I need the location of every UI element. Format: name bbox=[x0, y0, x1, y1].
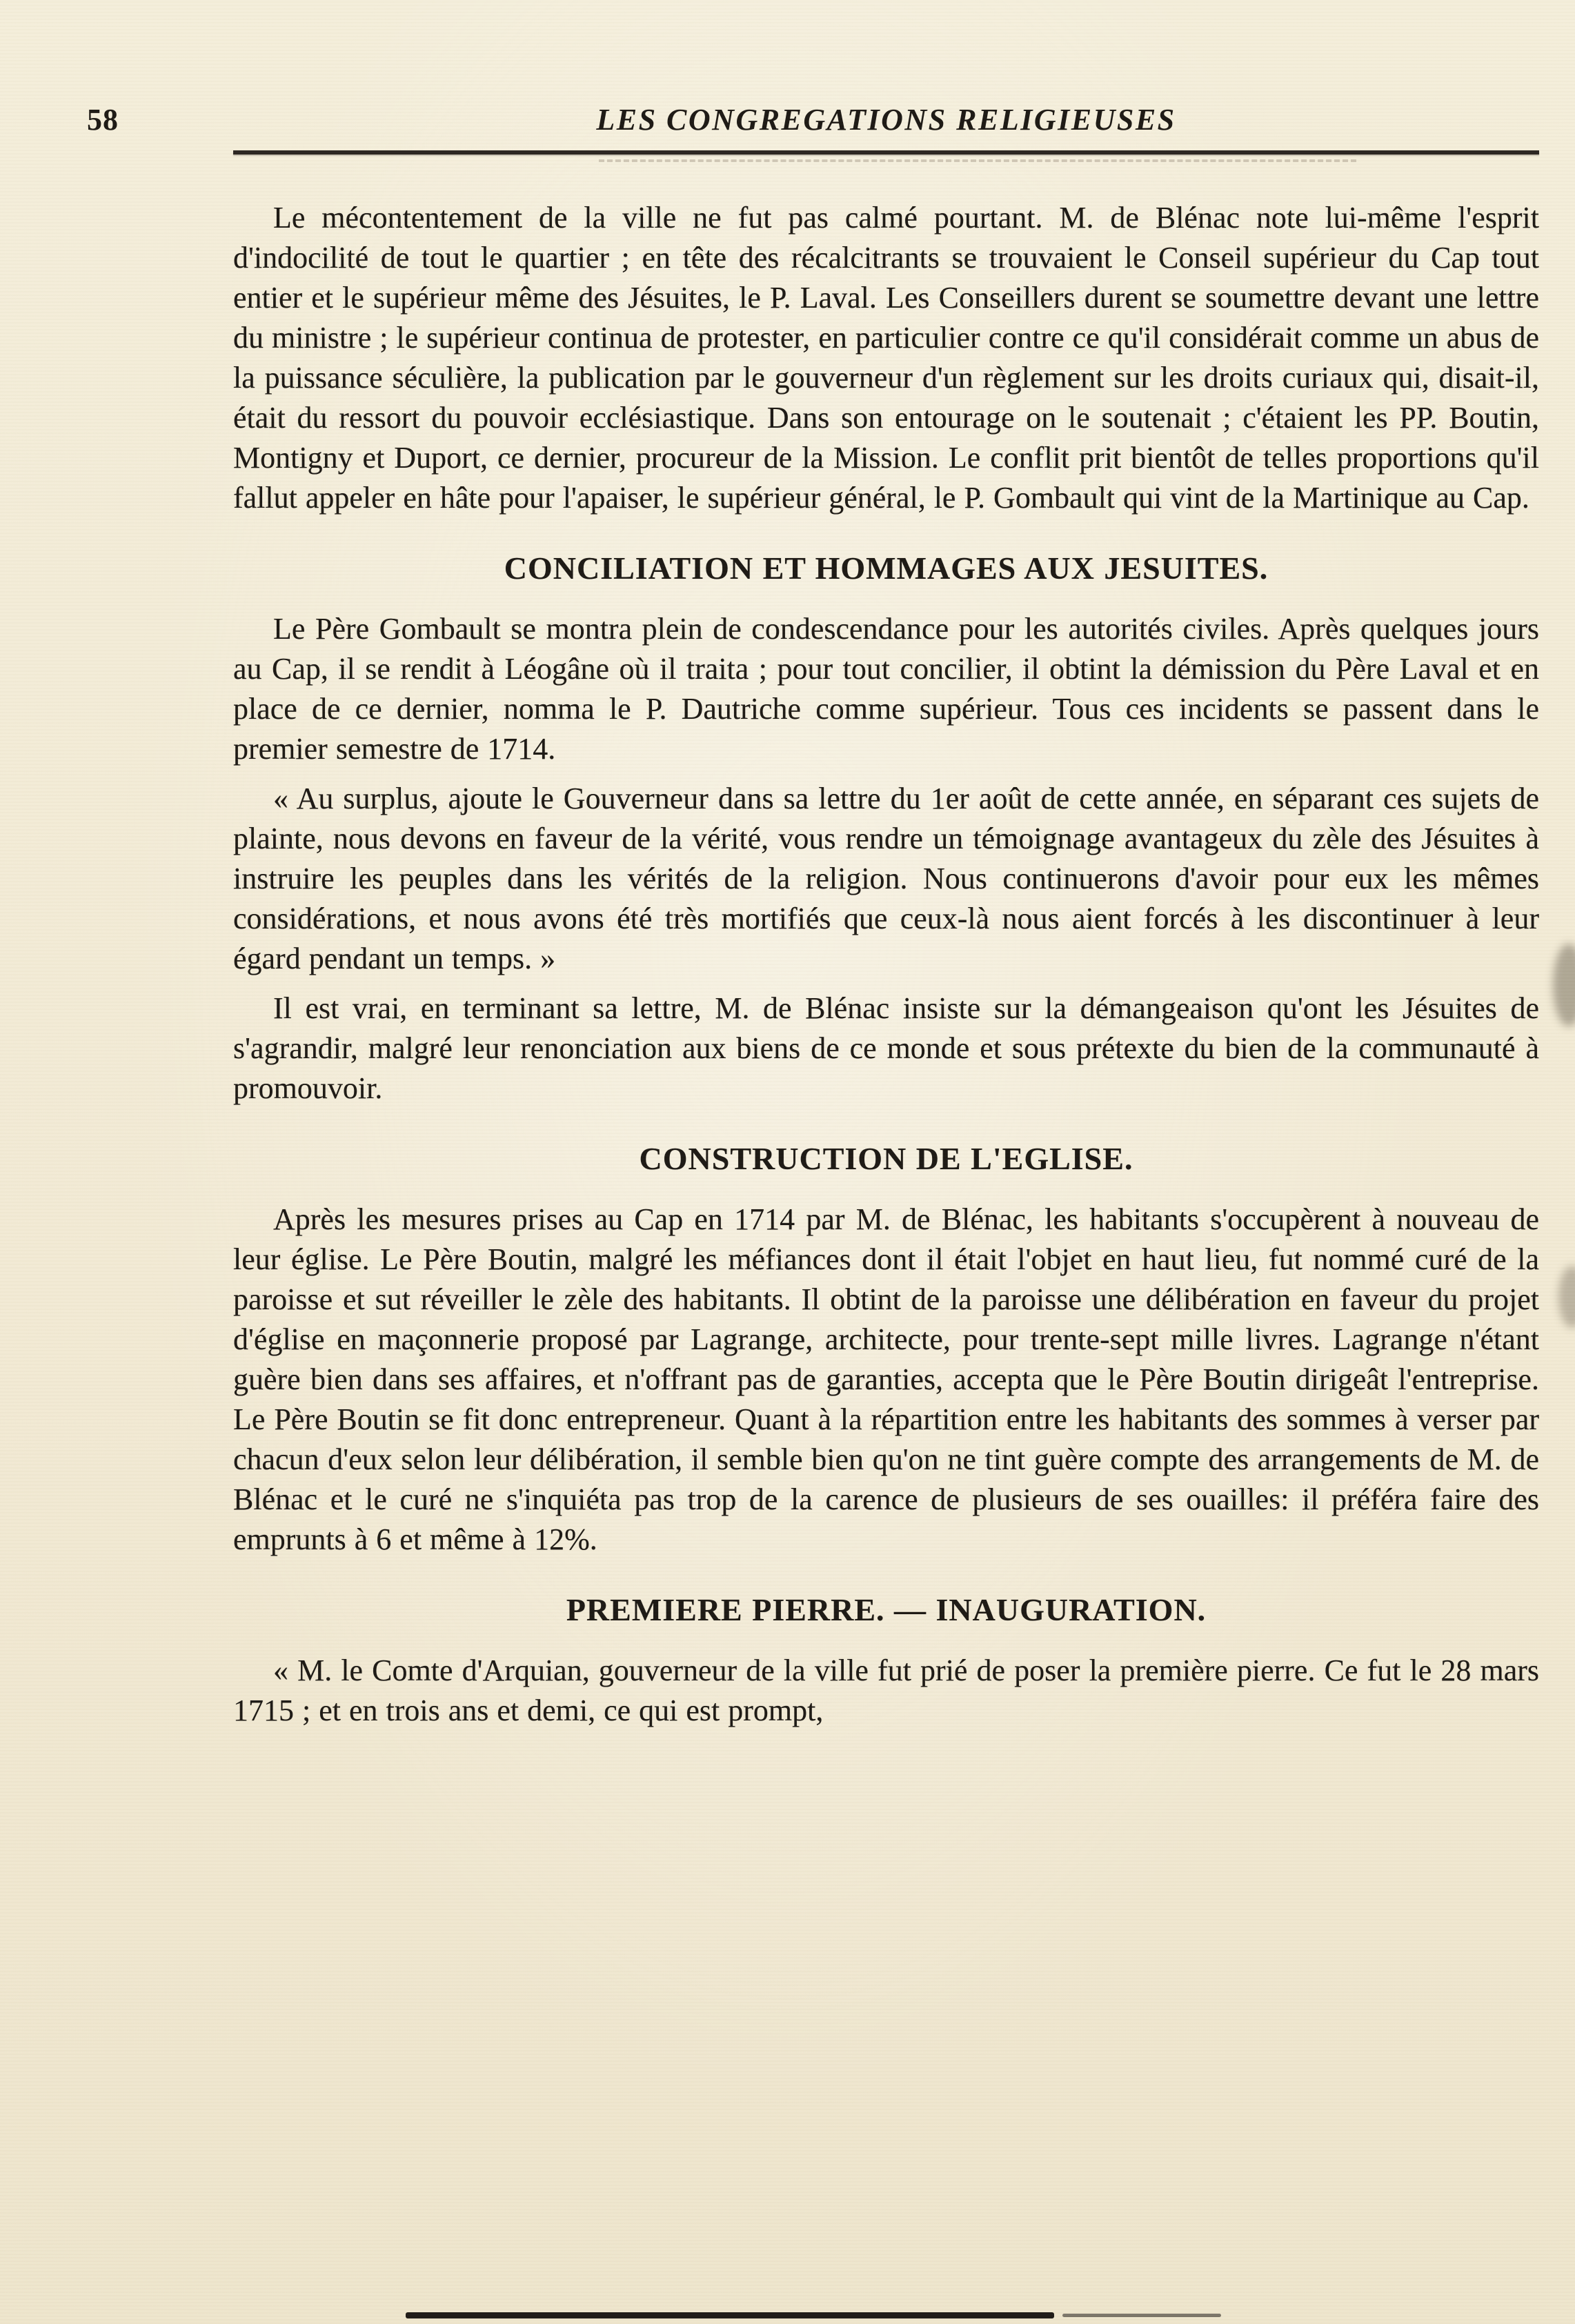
heading-conciliation: CONCILIATION ET HOMMAGES AUX JESUITES. bbox=[504, 550, 1269, 586]
header-rule bbox=[233, 150, 1539, 155]
paragraph-comte-arquian: « M. le Comte d'Arquian, gouverneur de la ville fut prié de poser la première pierre. Ce fut le 28 mars 1715 ; et en trois ans et demi, ce qui est prompt, bbox=[233, 1653, 1539, 1727]
heading-construction-eglise: CONSTRUCTION DE L'EGLISE. bbox=[639, 1141, 1133, 1176]
text-block bbox=[233, 162, 1539, 1731]
page-number: 58 bbox=[87, 103, 119, 137]
paragraph-pere-gombault: Le Père Gombault se montra plein de condescendance pour les autorités civiles. Après quelques jours au Cap, il se rendit à Léogâne où il traita ; pour tout concilier, il obtint la démission du Père Laval et en place de ce dernier, nomma le P. Dautriche comme supérieur. Tous ces incidents se passent dans le premier semestre de 1714. bbox=[233, 612, 1539, 766]
paragraph-mecontentement: Le mécontentement de la ville ne fut pas calmé pourtant. M. de Blénac note lui-même l'esprit d'indocilité de tout le quartier ; en tête des récalcitrants se trouvaient le Conseil supérieur du Cap tout entier et le supérieur même des Jésuites, le P. Laval. Les Conseillers durent se soumettre devant une lettre du ministre ; le supérieur continua de protester, en particulier contre ce qu'il considérait comme un abus de la puissance séculière, la publication par le gouverneur d'un règlement sur les droits curiaux qui, disait-il, était du ressort du pouvoir ecclésiastique. Dans son entourage on le soutenait ; c'étaient les PP. Boutin, Montigny et Duport, ce dernier, procureur de la Mission. Le conflit prit bientôt de telles proportions qu'il fallut appeler en hâte pour l'apaiser, le supérieur général, le P. Gombault qui vint de la Martinique au Cap. bbox=[233, 201, 1539, 515]
paragraph-citation-gouverneur: « Au surplus, ajoute le Gouverneur dans sa lettre du 1er août de cette année, en séparant ces sujets de plainte, nous devons en faveur de la vérité, vous rendre un témoignage avantageux du zèle des Jésuites à instruire les peuples dans les vérités de la religion. Nous continuerons d'avoir pour eux les mêmes considérations, et nous avons été très mortifiés que ceux-là nous aient forcés à les discontinuer à leur égard pendant un temps. » bbox=[233, 782, 1539, 975]
scan-artifact-bottom-bar-ext bbox=[1062, 2314, 1221, 2317]
paragraph-mesures-1714: Après les mesures prises au Cap en 1714 par M. de Blénac, les habitants s'occupèrent à nouveau de leur église. Le Père Boutin, malgré les méfiances dont il était l'objet en haut lieu, fut nommé curé de la paroisse et sut réveiller le zèle des habitants. Il obtint de la paroisse une délibération en faveur du projet d'église en maçonnerie proposé par Lagrange, architecte, pour trente-sept mille livres. Lagrange n'étant guère bien dans ses affaires, et n'offrant pas de garanties, accepta que le Père Boutin dirigeât l'entreprise. Le Père Boutin se fit donc entrepreneur. Quant à la répartition entre les habitants des sommes à verser par chacun d'eux selon leur délibération, il semble bien qu'on ne tint guère compte des arrangements de M. de Blénac et le curé ne s'inquiéta pas trop de la carence de plusieurs de ses ouailles: il préféra faire des emprunts à 6 et même à 12%. bbox=[233, 1202, 1539, 1556]
paragraph-il-est-vrai: Il est vrai, en terminant sa lettre, M. de Blénac insiste sur la démangeaison qu'ont les Jésuites de s'agrandir, malgré leur renonciation aux biens de ce monde et sous prétexte du bien de la communauté à promouvoir. bbox=[233, 991, 1539, 1105]
scan-artifact-bottom-bar bbox=[406, 2312, 1054, 2318]
heading-premiere-pierre: PREMIERE PIERRE. — INAUGURATION. bbox=[566, 1592, 1207, 1627]
page-header bbox=[87, 102, 1539, 138]
running-title: LES CONGREGATIONS RELIGIEUSES bbox=[596, 103, 1176, 137]
